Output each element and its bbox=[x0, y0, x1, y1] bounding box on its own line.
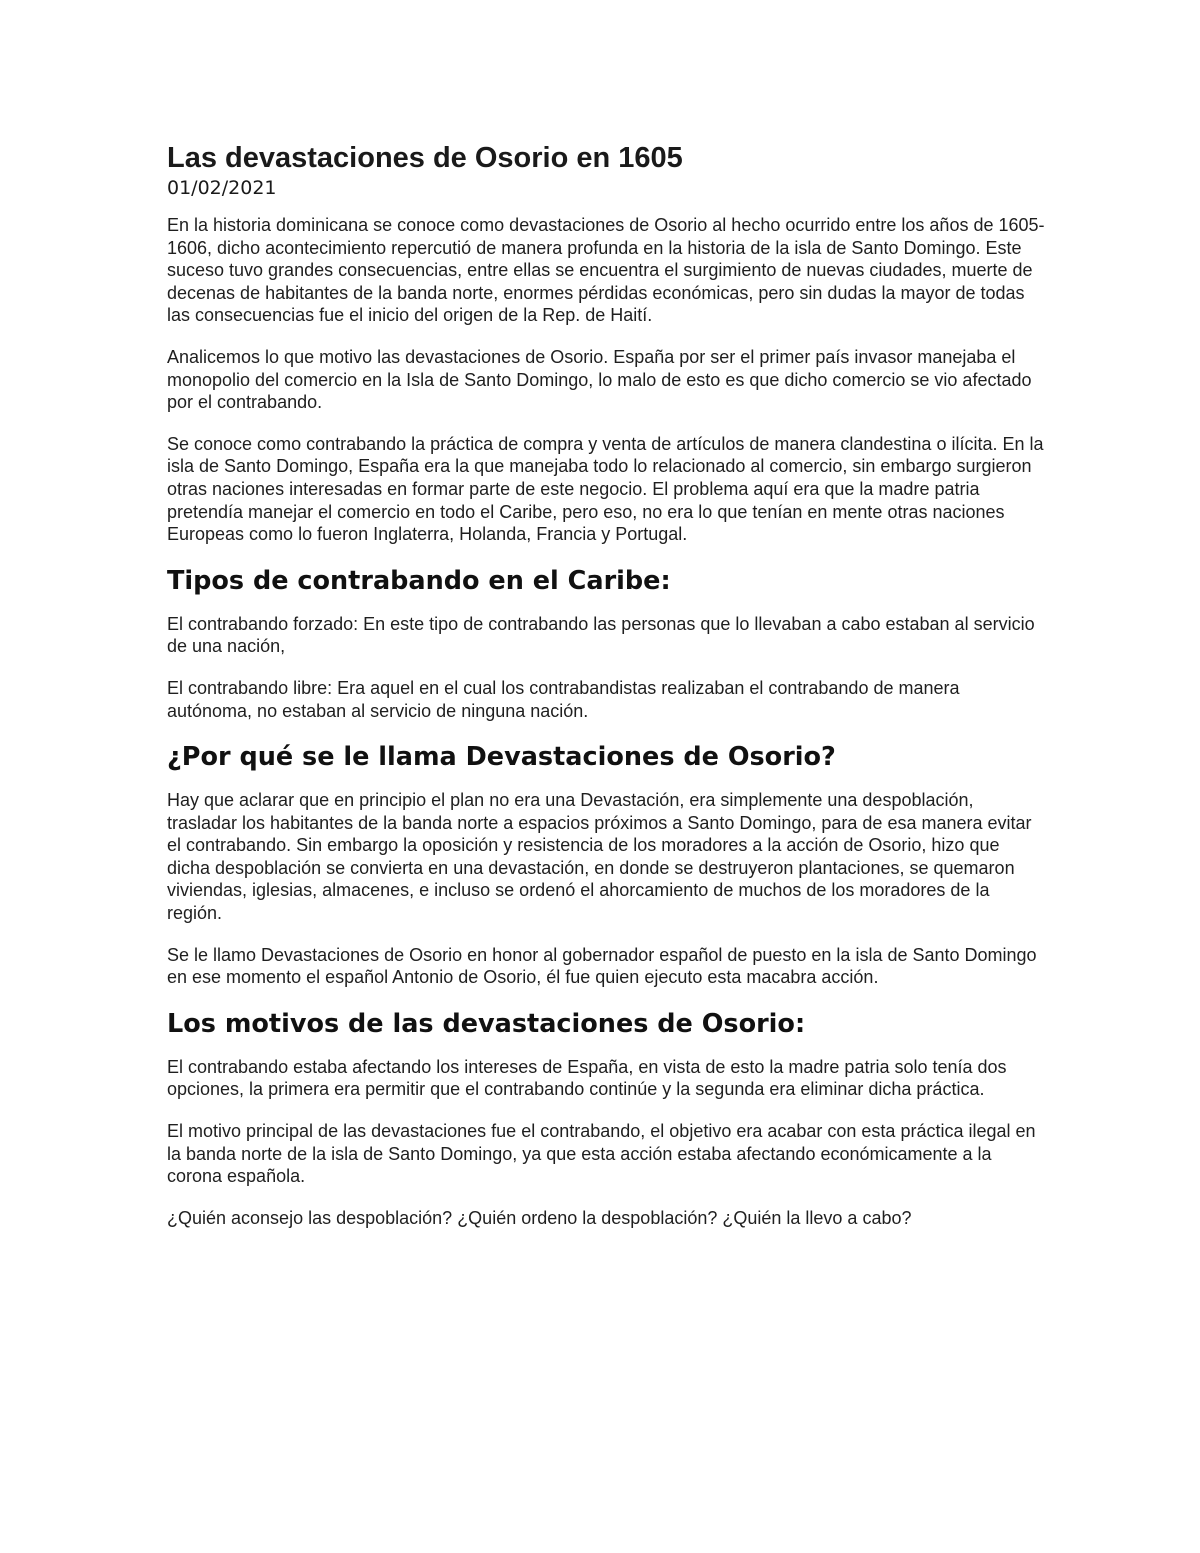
paragraph: Se conoce como contrabando la práctica de compra y venta de artículos de manera clandestina o ilícita. En la isla de Santo Domingo, España era la que manejaba todo lo relacionado al comercio, sin embargo surgieron otras naciones interesadas en formar parte de este negocio. El problema aquí era que la madre patria pretendía manejar el comercio en todo el Caribe, pero eso, no era lo que tenían en mente otras naciones Europeas como lo fueron Inglaterra, Holanda, Francia y Portugal. bbox=[167, 433, 1044, 545]
paragraph: Se le llamo Devastaciones de Osorio en honor al gobernador español de puesto en la isla de Santo Domingo en ese momento el español Antonio de Osorio, él fue quien ejecuto esta macabra acción. bbox=[167, 944, 1037, 988]
section-heading: ¿Por qué se le llama Devastaciones de Osorio? bbox=[167, 742, 836, 773]
section-heading: Tipos de contrabando en el Caribe: bbox=[167, 565, 671, 596]
publish-date: 01/02/2021 bbox=[167, 177, 277, 199]
paragraph: El motivo principal de las devastaciones fue el contrabando, el objetivo era acabar con esta práctica ilegal en la banda norte de la isla de Santo Domingo, ya que esta acción estaba afectando económicamente a la corona española. bbox=[167, 1121, 1036, 1187]
document-page bbox=[167, 140, 1047, 1248]
paragraph: En la historia dominicana se conoce como devastaciones de Osorio al hecho ocurrido entre los años de 1605-1606, dicho acontecimiento repercutió de manera profunda en la historia de la isla de Santo Domingo. Este suceso tuvo grandes consecuencias, entre ellas se encuentra el surgimiento de nuevas ciudades, muerte de decenas de habitantes de la banda norte, enormes pérdidas económicas, pero sin dudas la mayor de todas las consecuencias fue el inicio del origen de la Rep. de Haití. bbox=[167, 215, 1045, 326]
paragraph: El contrabando forzado: En este tipo de contrabando las personas que lo llevaban a cabo estaban al servicio de una nación, bbox=[167, 613, 1035, 657]
paragraph: El contrabando estaba afectando los intereses de España, en vista de esto la madre patria solo tenía dos opciones, la primera era permitir que el contrabando continúe y la segunda era eliminar dicha práctica. bbox=[167, 1056, 1007, 1100]
paragraph: ¿Quién aconsejo las despoblación? ¿Quién ordeno la despoblación? ¿Quién la llevo a cabo? bbox=[167, 1207, 912, 1228]
paragraph: Hay que aclarar que en principio el plan no era una Devastación, era simplemente una despoblación, trasladar los habitantes de la banda norte a espacios próximos a Santo Domingo, para de esa manera evitar el contrabando. Sin embargo la oposición y resistencia de los moradores a la acción de Osorio, hizo que dicha despoblación se convierta en una devastación, en donde se destruyeron plantaciones, se quemaron viviendas, iglesias, almacenes, e incluso se ordenó el ahorcamiento de muchos de los moradores de la región. bbox=[167, 790, 1032, 924]
paragraph: Analicemos lo que motivo las devastaciones de Osorio. España por ser el primer país invasor manejaba el monopolio del comercio en la Isla de Santo Domingo, lo malo de esto es que dicho comercio se vio afectado por el contrabando. bbox=[167, 346, 1032, 413]
section-heading: Los motivos de las devastaciones de Osorio: bbox=[167, 1008, 806, 1039]
page-title: Las devastaciones de Osorio en 1605 bbox=[167, 142, 683, 174]
paragraph: El contrabando libre: Era aquel en el cual los contrabandistas realizaban el contrabando de manera autónoma, no estaban al servicio de ninguna nación. bbox=[167, 677, 960, 721]
